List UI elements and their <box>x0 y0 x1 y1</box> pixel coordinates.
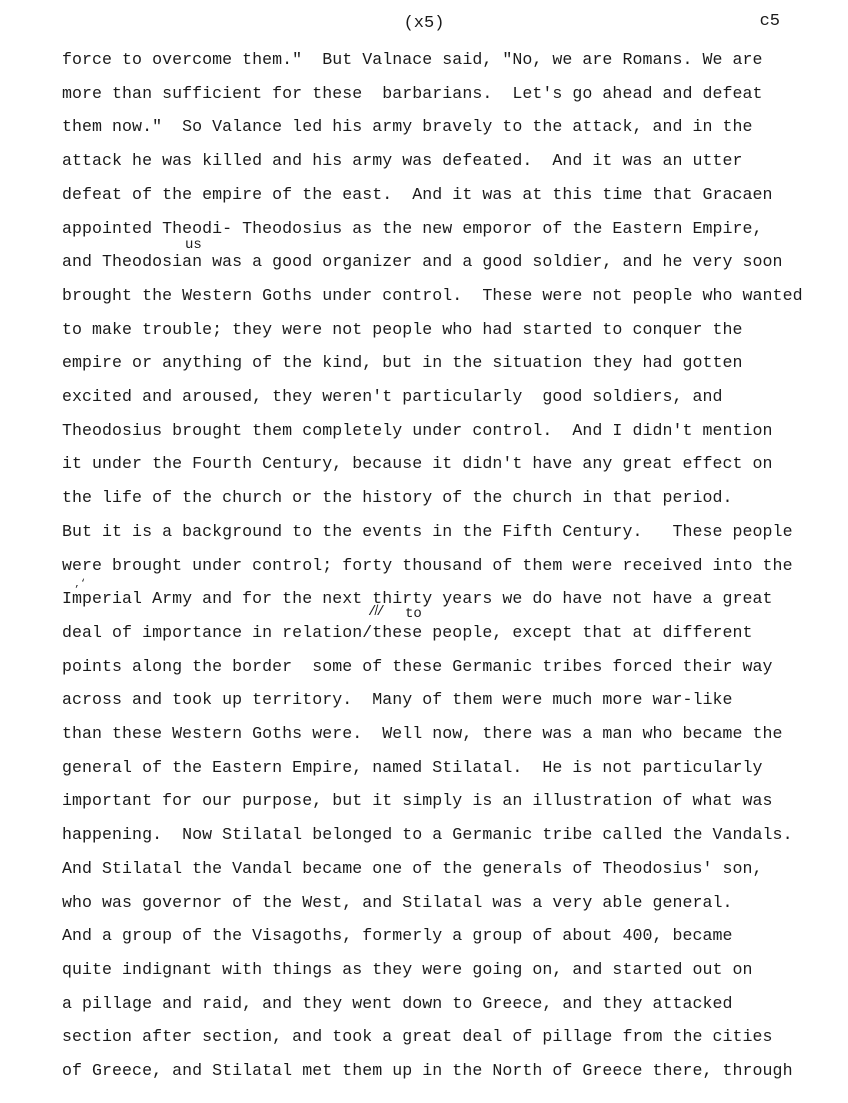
text-line: them now." So Valance led his army bravely to the attack, and in the <box>62 117 753 137</box>
text-line: defeat of the empire of the east. And it was at this time that Gracaen <box>62 184 773 204</box>
text-line: force to overcome them." But Valnace said, "No, we are Romans. We are <box>62 50 763 69</box>
text-line: and Theodosian was a good organizer and a good soldier, and he very soon <box>62 252 783 272</box>
text-line: excited and aroused, they weren't particularly good soldiers, and <box>62 387 723 406</box>
handwritten-insert-us: us <box>185 237 202 253</box>
text-line: brought the Western Goths under control. These were not people who wanted <box>62 285 803 305</box>
text-line: happening. Now Stilatal belonged to a Germanic tribe called the Vandals. <box>62 825 793 845</box>
text-line: Imperial Army and for the next thirty years we do have not have a great <box>62 589 773 609</box>
text-line: appointed Theodi- Theodosius as the new emporor of the Eastern Empire, <box>62 218 763 238</box>
text-line: were brought under control; forty thousand of them were received into the <box>62 555 793 575</box>
text-line: than these Western Goths were. Well now, there was a man who became the <box>62 724 783 743</box>
text-line: of Greece, and Stilatal met them up in the North of Greece there, through <box>62 1061 793 1080</box>
handwritten-mark: ‚​‘ <box>74 579 87 590</box>
text-line: But it is a background to the events in the Fifth Century. These people <box>62 521 793 541</box>
text-line: And Stilatal the Vandal became one of the generals of Theodosius' son, <box>62 858 763 878</box>
text-line: a pillage and raid, and they went down to Greece, and they attacked <box>62 993 733 1013</box>
text-line: section after section, and took a great deal of pillage from the cities <box>62 1027 773 1047</box>
text-line: Theodosius brought them completely under control. And I didn't mention <box>62 420 773 440</box>
text-line: across and took up territory. Many of them were much more war-like <box>62 690 733 710</box>
text-line: important for our purpose, but it simply is an illustration of what was <box>62 791 773 811</box>
text-line: to make trouble; they were not people who had started to conquer the <box>62 319 743 339</box>
text-line: more than sufficient for these barbarians. Let's go ahead and defeat <box>62 83 763 103</box>
text-line: empire or anything of the kind, but in the situation they had gotten <box>62 353 743 373</box>
text-line: And a group of the Visagoths, formerly a group of about 400, became <box>62 926 733 946</box>
text-line: the life of the church or the history of the church in that period. <box>62 488 733 508</box>
text-line: attack he was killed and his army was defeated. And it was an utter <box>62 151 743 171</box>
text-line: points along the border some of these Germanic tribes forced their way <box>62 656 773 676</box>
page-code: c5 <box>759 12 780 31</box>
text-line: who was governor of the West, and Stilatal was a very able general. <box>62 892 733 912</box>
handwritten-strike-mark: /̸/ <box>368 604 385 620</box>
text-line: it under the Fourth Century, because it didn't have any great effect on <box>62 454 773 474</box>
text-line: general of the Eastern Empire, named Stilatal. He is not particularly <box>62 757 763 777</box>
text-line: quite indignant with things as they were going on, and started out on <box>62 959 753 979</box>
text-line: deal of importance in relation/these people, except that at different <box>62 622 753 642</box>
page-label: (x5) <box>403 14 445 33</box>
handwritten-insert-to: to <box>405 606 422 622</box>
